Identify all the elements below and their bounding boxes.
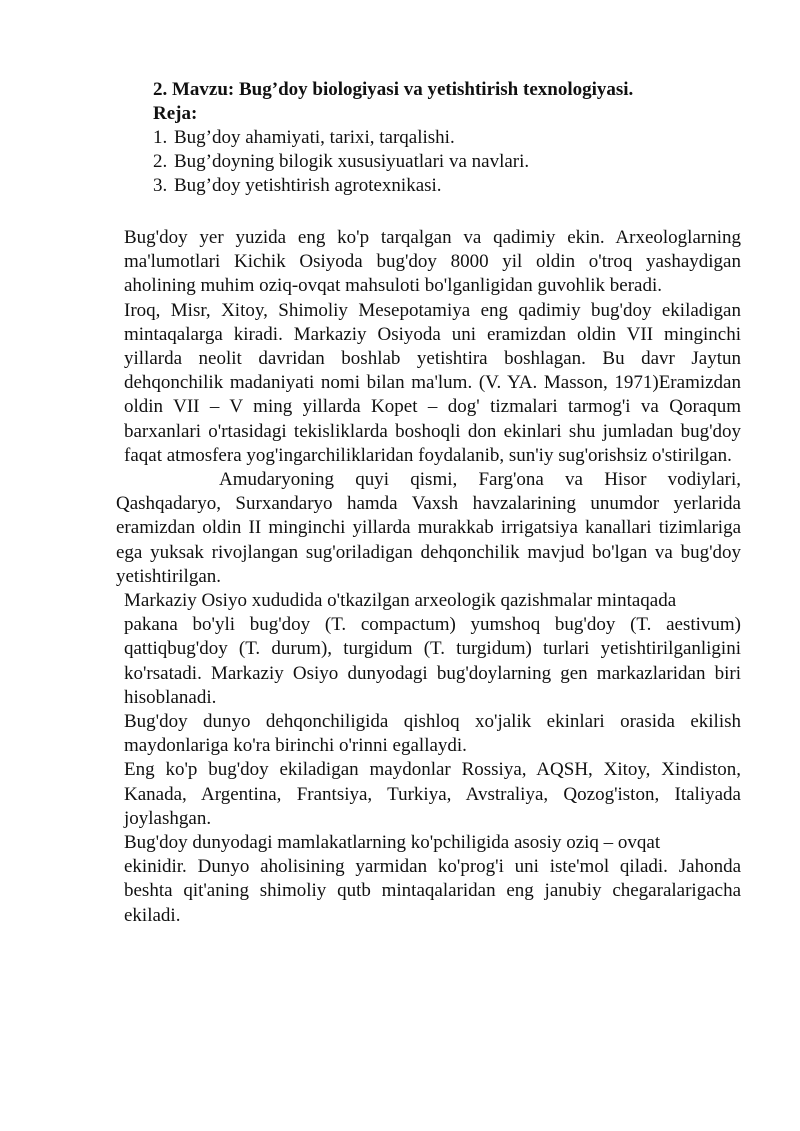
paragraph: ekinidir. Dunyo aholisining yarmidan ko'prog'i uni iste'mol qiladi. Jahonda beshta qit'aning shimoliy qutb mintaqalaridan eng janubiy chegaralarigacha ekiladi. (124, 856, 741, 926)
plan-list (153, 126, 529, 198)
plan-item-number: 3. (153, 175, 168, 196)
plan-heading: Reja: (153, 103, 198, 124)
plan-item-text: Bug’doy ahamiyati, tarixi, tarqalishi. (174, 127, 455, 148)
paragraph: Markaziy Osiyo xududida o'tkazilgan arxeologik qazishmalar mintaqada (124, 590, 677, 612)
plan-item-number: 2. (153, 151, 168, 172)
plan-item (153, 126, 529, 150)
plan-item-text: Bug’doy yetishtirish agrotexnikasi. (174, 175, 442, 196)
plan-item-number: 1. (153, 127, 168, 148)
paragraph: Bug'doy dunyodagi mamlakatlarning ko'pchiligida asosiy oziq – ovqat (124, 832, 661, 854)
body-text (116, 226, 741, 928)
topic-title: 2. Mavzu: Bug’doy biologiyasi va yetishtirish texnologiyasi. (153, 79, 634, 100)
plan-item (153, 174, 529, 198)
paragraph: Bug'doy yer yuzida eng ko'p tarqalgan va qadimiy ekin. Arxeologlarning ma'lumotlari Kichik Osiyoda bug'doy 8000 yil oldin o'troq yashaydigan aholining muhim oziq-ovqat mahsuloti bo'lganligidan guvohlik beradi. (124, 227, 741, 297)
paragraph: Amudaryoning quyi qismi, Farg'ona va Hisor vodiylari, Qashqadaryo, Surxandaryo hamda Vaxsh havzalarining unumdor yerlarida eramizdan oldin II minginchi yillarda murakkab irrigatsiya kanallari tizimlariga ega yuksak rivojlangan sug'oriladigan dehqonchilik mavjud bo'lgan va bug'doy yetishtirilgan. (116, 469, 741, 587)
paragraph: pakana bo'yli bug'doy (T. compactum) yumshoq bug'doy (T. aestivum) qattiqbug'doy (T. durum), turgidum (T. turgidum) turlari yetishtirilganligini ko'rsatadi. Markaziy Osiyo dunyodagi bug'doylarning gen markazlaridan biri hisoblanadi. (124, 614, 741, 708)
paragraph: Bug'doy dunyo dehqonchiligida qishloq xo'jalik ekinlari orasida ekilish maydonlariga ko'ra birinchi o'rinni egallaydi. (124, 711, 741, 757)
plan-item (153, 150, 529, 174)
paragraph: Iroq, Misr, Xitoy, Shimoliy Mesepotamiya eng qadimiy bug'doy ekiladigan mintaqalarga kiradi. Markaziy Osiyoda uni eramizdan oldin VII minginchi yillarda neolit davridan boshlab yetishtira boshlagan. Bu davr Jaytun dehqonchilik madaniyati nomi bilan ma'lum. (V. YA. Masson, 1971)Eramizdan oldin VII – V ming yillarda Kopet – dog' tizmalari tarmog'i va Qoraqum barxanlari o'rtasidagi tekisliklarda boshoqli don ekinlari shu jumladan bug'doy faqat atmosfera yog'ingarchiliklaridan foydalanib, sun'iy sug'orishsiz o'stirilgan. (124, 299, 741, 466)
plan-item-text: Bug’doyning bilogik xususiyuatlari va navlari. (174, 151, 530, 172)
paragraph: Eng ko'p bug'doy ekiladigan maydonlar Rossiya, AQSH, Xitoy, Xindiston, Kanada, Argentina, Frantsiya, Turkiya, Avstraliya, Qozog'iston, Italiyada joylashgan. (124, 759, 741, 829)
